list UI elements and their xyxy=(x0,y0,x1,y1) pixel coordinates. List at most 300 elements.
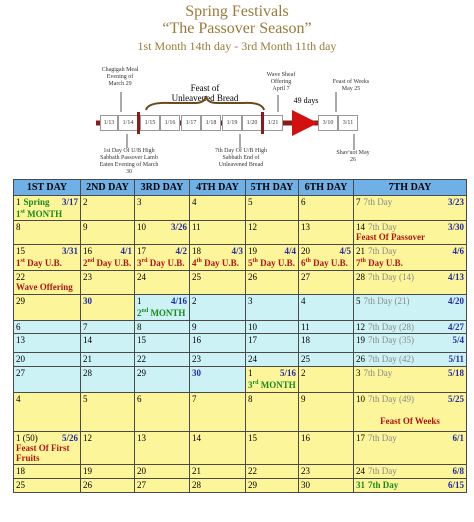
event-label: Day U.B. xyxy=(365,258,403,268)
event-label: Day U.B. xyxy=(94,258,132,268)
day-number: 11 xyxy=(192,222,201,232)
day-number: 25 xyxy=(301,354,310,364)
day-cell xyxy=(190,465,246,479)
event-label: 5 xyxy=(248,258,253,268)
day-number: 22 xyxy=(248,466,257,476)
gregorian-date: 4/1 xyxy=(120,246,132,256)
day-cell xyxy=(246,196,299,221)
day-label: 7th Day xyxy=(368,466,397,476)
day-number: 16 xyxy=(83,246,92,256)
day-number: 27 xyxy=(137,480,146,490)
gregorian-date: 4/3 xyxy=(231,246,243,256)
day-number: 1 (50) xyxy=(16,433,38,443)
gregorian-date: 4/16 xyxy=(170,296,187,306)
day-cell xyxy=(135,479,190,493)
timeline-day: 1/16 xyxy=(160,115,180,131)
event-label: Feast Of Weeks xyxy=(380,416,440,426)
day-cell xyxy=(190,334,246,353)
day-number: 17 xyxy=(137,246,146,256)
gregorian-date: 4/27 xyxy=(447,322,464,332)
ordinal-suffix: rd xyxy=(252,380,259,386)
day-cell xyxy=(354,295,467,321)
day-number: 31 xyxy=(356,480,365,490)
gregorian-date: 3/23 xyxy=(447,197,464,207)
day-number: 16 xyxy=(192,335,201,345)
event-label: 7 xyxy=(356,258,361,268)
day-number: 19 xyxy=(356,335,365,345)
day-cell xyxy=(14,245,81,271)
day-cell xyxy=(246,221,299,245)
day-cell xyxy=(246,271,299,295)
day-label: 7th Day (28) xyxy=(368,322,414,332)
ordinal-suffix: th xyxy=(305,258,311,264)
event-label: 1 xyxy=(16,258,21,268)
calendar-row xyxy=(14,221,467,245)
day-number: 24 xyxy=(248,354,257,364)
timeline-marker xyxy=(261,112,264,134)
day-cell xyxy=(299,432,354,465)
calendar-row xyxy=(14,196,467,221)
event-label: Day U.B. xyxy=(147,258,185,268)
day-number: 20 xyxy=(301,246,310,256)
feast-weeks-note: Feast of Weeks May 25 xyxy=(332,79,370,92)
day-cell xyxy=(135,271,190,295)
weekday-header: 3RD DAY xyxy=(135,180,190,196)
event-label: Day U.B. xyxy=(201,258,239,268)
days-count: 49 days xyxy=(293,96,319,105)
day-cell xyxy=(14,271,81,295)
day-cell xyxy=(354,432,467,465)
day-number: 21 xyxy=(356,246,365,256)
day-label: 7th Day (14) xyxy=(368,272,414,282)
day-number: 22 xyxy=(16,272,25,282)
timeline-day: 1/21 xyxy=(263,115,283,131)
shavuot-note: Shav'uot May 26 xyxy=(336,150,370,163)
ordinal-suffix: st xyxy=(20,258,25,264)
wave-sheaf-note: Wave Sheaf Offering April 7 xyxy=(266,72,296,92)
day-cell xyxy=(299,221,354,245)
day-cell xyxy=(81,196,135,221)
gregorian-date: 4/20 xyxy=(447,296,464,306)
day-number: 3 xyxy=(356,368,361,378)
day-number: 2 xyxy=(83,197,88,207)
calendar-row xyxy=(14,334,467,353)
day-cell xyxy=(246,393,299,432)
timeline-day: 1/18 xyxy=(201,115,221,131)
day-cell xyxy=(354,479,467,493)
day-number: 4 xyxy=(16,394,21,404)
day-cell xyxy=(190,196,246,221)
day-number: 27 xyxy=(16,368,25,378)
day-cell xyxy=(135,432,190,465)
day-number: 21 xyxy=(192,466,201,476)
day-cell xyxy=(81,245,135,271)
calendar-row xyxy=(14,432,467,465)
day-cell xyxy=(299,196,354,221)
day-cell xyxy=(299,334,354,353)
day-cell xyxy=(81,271,135,295)
gregorian-date: 5/11 xyxy=(448,354,464,364)
calendar-row xyxy=(14,393,467,432)
day-cell xyxy=(14,334,81,353)
event-label: 6 xyxy=(301,258,306,268)
arrow-icon xyxy=(292,110,318,136)
ordinal-suffix: nd xyxy=(87,258,95,264)
event-label: Wave Offering xyxy=(16,282,73,292)
day-cell xyxy=(354,465,467,479)
day-number: 10 xyxy=(356,394,365,404)
day-number: 20 xyxy=(137,466,146,476)
day-label: Spring xyxy=(23,197,50,207)
day-cell xyxy=(246,334,299,353)
seventh-day-note: 7th Day Of U/B High Sabbath End of Unleavened Bread xyxy=(215,148,267,168)
event-label: 2 xyxy=(137,308,142,318)
event-label: MONTH xyxy=(148,308,186,318)
day-number: 14 xyxy=(83,335,92,345)
event-label: 3 xyxy=(248,380,253,390)
event-label: 3 xyxy=(137,258,142,268)
day-number: 29 xyxy=(137,368,146,378)
day-number: 13 xyxy=(16,335,25,345)
day-number: 3 xyxy=(137,197,142,207)
gregorian-date: 4/2 xyxy=(175,246,187,256)
day-cell xyxy=(246,353,299,367)
day-number: 7 xyxy=(83,322,88,332)
day-cell xyxy=(81,353,135,367)
day-cell xyxy=(246,321,299,334)
day-cell xyxy=(135,295,190,321)
event-label: MONTH xyxy=(258,380,296,390)
day-cell xyxy=(190,432,246,465)
day-number: 29 xyxy=(16,296,25,306)
calendar-row xyxy=(14,271,467,295)
day-cell xyxy=(190,271,246,295)
gregorian-date: 5/16 xyxy=(279,368,296,378)
day-cell xyxy=(354,367,467,393)
day-cell xyxy=(135,465,190,479)
ordinal-suffix: th xyxy=(252,258,258,264)
day-cell xyxy=(14,367,81,393)
ordinal-suffix: th xyxy=(196,258,202,264)
day-number: 15 xyxy=(248,433,257,443)
day-cell xyxy=(299,271,354,295)
timeline-day: 1/13 xyxy=(100,115,118,131)
day-cell xyxy=(354,353,467,367)
gregorian-date: 4/5 xyxy=(339,246,351,256)
event-label: Fruits xyxy=(16,453,40,463)
day-number: 19 xyxy=(83,466,92,476)
gregorian-date: 4/13 xyxy=(447,272,464,282)
day-cell xyxy=(190,479,246,493)
day-label: 7th Day xyxy=(363,368,393,378)
day-number: 5 xyxy=(356,296,361,306)
day-cell xyxy=(246,479,299,493)
calendar-row xyxy=(14,321,467,334)
day-cell xyxy=(354,393,467,432)
day-label: 7th Day xyxy=(368,433,397,443)
page-title: Spring Festivals xyxy=(185,3,289,20)
weekday-header: 1ST DAY xyxy=(14,180,81,196)
event-label: Feast Of First xyxy=(16,443,70,453)
day-cell xyxy=(299,295,354,321)
gregorian-date: 6/1 xyxy=(452,433,464,443)
day-number: 28 xyxy=(192,480,201,490)
day-number: 29 xyxy=(248,480,257,490)
day-cell xyxy=(135,334,190,353)
day-number: 18 xyxy=(192,246,201,256)
day-number: 23 xyxy=(301,466,310,476)
event-label: 1 xyxy=(16,209,21,219)
day-number: 20 xyxy=(16,354,25,364)
day-cell xyxy=(14,353,81,367)
day-cell xyxy=(190,353,246,367)
gregorian-date: 6/15 xyxy=(447,480,464,490)
day-cell xyxy=(81,393,135,432)
day-cell xyxy=(81,465,135,479)
day-label: 7th Day (21) xyxy=(363,296,410,306)
day-number: 23 xyxy=(83,272,92,282)
day-number: 9 xyxy=(83,222,88,232)
day-number: 28 xyxy=(83,368,92,378)
day-cell xyxy=(246,295,299,321)
day-number: 4 xyxy=(192,197,197,207)
day-cell xyxy=(190,321,246,334)
timeline-day: 1/20 xyxy=(242,115,262,131)
weekday-header: 7TH DAY xyxy=(354,180,467,196)
gregorian-date: 5/4 xyxy=(452,335,464,345)
day-number: 5 xyxy=(248,197,253,207)
day-cell xyxy=(246,367,299,393)
event-label: Feast Of Passover xyxy=(356,232,425,242)
day-number: 9 xyxy=(192,322,197,332)
day-number: 16 xyxy=(301,433,310,443)
day-number: 6 xyxy=(137,394,142,404)
day-cell xyxy=(14,465,81,479)
gregorian-date: 5/25 xyxy=(447,394,464,404)
timeline-day: 1/14 xyxy=(118,115,138,131)
timeline-day: 1/17 xyxy=(181,115,201,131)
gregorian-date: 5/18 xyxy=(447,368,464,378)
day-number: 14 xyxy=(192,433,201,443)
day-number: 1 xyxy=(248,368,253,378)
date-range: 1st Month 14th day - 3rd Month 11th day xyxy=(137,39,337,53)
gregorian-date: 3/31 xyxy=(61,246,78,256)
gregorian-date: 3/26 xyxy=(170,222,187,232)
day-number: 15 xyxy=(137,335,146,345)
day-cell xyxy=(246,432,299,465)
event-label: Day U.B. xyxy=(257,258,295,268)
day-number: 5 xyxy=(83,394,88,404)
day-cell xyxy=(299,393,354,432)
day-number: 25 xyxy=(16,480,25,490)
day-cell xyxy=(354,334,467,353)
event-label: 2 xyxy=(83,258,88,268)
calendar-row xyxy=(14,465,467,479)
day-cell xyxy=(299,465,354,479)
ordinal-suffix: rd xyxy=(141,258,148,264)
day-number: 13 xyxy=(137,433,146,443)
timeline-day: 3/11 xyxy=(338,115,358,131)
day-cell xyxy=(81,479,135,493)
day-cell xyxy=(190,295,246,321)
gregorian-date: 3/30 xyxy=(447,222,464,232)
day-number: 17 xyxy=(356,433,365,443)
day-number: 26 xyxy=(83,480,92,490)
day-number: 27 xyxy=(301,272,310,282)
day-number: 13 xyxy=(301,222,310,232)
day-cell xyxy=(135,196,190,221)
day-cell xyxy=(14,196,81,221)
gregorian-date: 3/17 xyxy=(61,197,78,207)
gregorian-date: 5/26 xyxy=(61,433,78,443)
day-label: 7th Day xyxy=(368,222,397,232)
timeline-marker xyxy=(137,112,140,134)
day-number: 3 xyxy=(248,296,253,306)
day-cell xyxy=(190,367,246,393)
day-label: 7th Day (49) xyxy=(368,394,414,404)
day-cell xyxy=(135,367,190,393)
day-cell xyxy=(299,353,354,367)
day-number: 10 xyxy=(137,222,146,232)
day-number: 26 xyxy=(356,354,365,364)
day-cell xyxy=(299,245,354,271)
calendar-header-row xyxy=(14,180,467,196)
day-number: 24 xyxy=(137,272,146,282)
first-day-note: 1st Day Of U/B High Sabbath Passover Lamb Eaten Evening of March 30 xyxy=(99,148,159,175)
day-label: 7th Day xyxy=(363,197,393,207)
day-number: 12 xyxy=(248,222,257,232)
day-cell xyxy=(14,479,81,493)
day-cell xyxy=(299,321,354,334)
day-cell xyxy=(14,432,81,465)
day-number: 30 xyxy=(192,368,201,378)
calendar-row xyxy=(14,245,467,271)
event-label: Day U.B. xyxy=(310,258,348,268)
day-number: 1 xyxy=(137,296,142,306)
weekday-header: 4TH DAY xyxy=(190,180,246,196)
day-cell xyxy=(354,245,467,271)
day-cell xyxy=(81,334,135,353)
day-number: 10 xyxy=(248,322,257,332)
day-cell xyxy=(135,221,190,245)
day-cell xyxy=(354,196,467,221)
day-cell xyxy=(299,367,354,393)
day-number: 17 xyxy=(248,335,257,345)
day-number: 23 xyxy=(192,354,201,364)
day-number: 30 xyxy=(301,480,310,490)
day-cell xyxy=(190,245,246,271)
day-number: 4 xyxy=(301,296,306,306)
timeline-day: 3/10 xyxy=(318,115,338,131)
ordinal-suffix: nd xyxy=(141,308,149,314)
day-number: 15 xyxy=(16,246,25,256)
ordinal-suffix: st xyxy=(20,209,25,215)
feast-brace xyxy=(146,96,264,110)
day-cell xyxy=(81,432,135,465)
day-number: 6 xyxy=(301,197,306,207)
day-number: 19 xyxy=(248,246,257,256)
day-cell xyxy=(354,221,467,245)
gregorian-date: 6/8 xyxy=(452,466,464,476)
day-cell xyxy=(81,295,135,321)
day-cell xyxy=(354,271,467,295)
day-cell xyxy=(14,321,81,334)
day-cell xyxy=(354,321,467,334)
ordinal-suffix: th xyxy=(360,258,366,264)
page-subtitle: “The Passover Season” xyxy=(162,20,312,37)
day-number: 12 xyxy=(83,433,92,443)
event-label: 4 xyxy=(192,258,197,268)
day-number: 28 xyxy=(356,272,365,282)
calendar-row xyxy=(14,353,467,367)
day-number: 7 xyxy=(356,197,361,207)
day-number: 25 xyxy=(192,272,201,282)
day-number: 8 xyxy=(248,394,253,404)
day-number: 8 xyxy=(16,222,21,232)
day-cell xyxy=(135,353,190,367)
day-label: 7th Day xyxy=(368,246,397,256)
calendar-row xyxy=(14,295,467,321)
day-number: 8 xyxy=(137,322,142,332)
day-number: 26 xyxy=(248,272,257,282)
day-number: 2 xyxy=(192,296,197,306)
day-number: 1 xyxy=(16,197,21,207)
day-number: 2 xyxy=(301,368,306,378)
day-cell xyxy=(299,479,354,493)
event-label: MONTH xyxy=(24,209,63,219)
day-cell xyxy=(81,221,135,245)
day-cell xyxy=(14,295,81,321)
timeline-day: 1/15 xyxy=(140,115,160,131)
day-number: 14 xyxy=(356,222,365,232)
weekday-header: 6TH DAY xyxy=(299,180,354,196)
day-number: 30 xyxy=(83,296,92,306)
day-label: 7th Day xyxy=(368,480,399,490)
day-number: 7 xyxy=(192,394,197,404)
timeline-day: 1/19 xyxy=(222,115,242,131)
day-cell xyxy=(246,245,299,271)
day-label: 7th Day (35) xyxy=(368,335,414,345)
weekday-header: 2ND DAY xyxy=(81,180,135,196)
day-cell xyxy=(190,221,246,245)
day-number: 11 xyxy=(301,322,310,332)
day-number: 18 xyxy=(301,335,310,345)
day-cell xyxy=(81,367,135,393)
day-number: 18 xyxy=(16,466,25,476)
gregorian-date: 4/6 xyxy=(452,246,464,256)
day-cell xyxy=(81,321,135,334)
gregorian-date: 4/4 xyxy=(284,246,296,256)
day-cell xyxy=(135,245,190,271)
calendar-row xyxy=(14,367,467,393)
feast-ub-label: Feast of Unleavened Bread xyxy=(171,83,239,103)
day-cell xyxy=(14,393,81,432)
day-number: 6 xyxy=(16,322,21,332)
day-cell xyxy=(135,393,190,432)
day-cell xyxy=(14,221,81,245)
day-number: 9 xyxy=(301,394,306,404)
day-number: 21 xyxy=(83,354,92,364)
day-cell xyxy=(135,321,190,334)
weekday-header: 5TH DAY xyxy=(246,180,299,196)
day-number: 24 xyxy=(356,466,365,476)
event-label: Day U.B. xyxy=(24,258,62,268)
day-cell xyxy=(190,393,246,432)
day-label: 7th Day (42) xyxy=(368,354,414,364)
calendar-table xyxy=(13,179,467,493)
chagigah-note: Chagigah Meal Evening of March 29 xyxy=(101,67,139,87)
day-cell xyxy=(246,465,299,479)
